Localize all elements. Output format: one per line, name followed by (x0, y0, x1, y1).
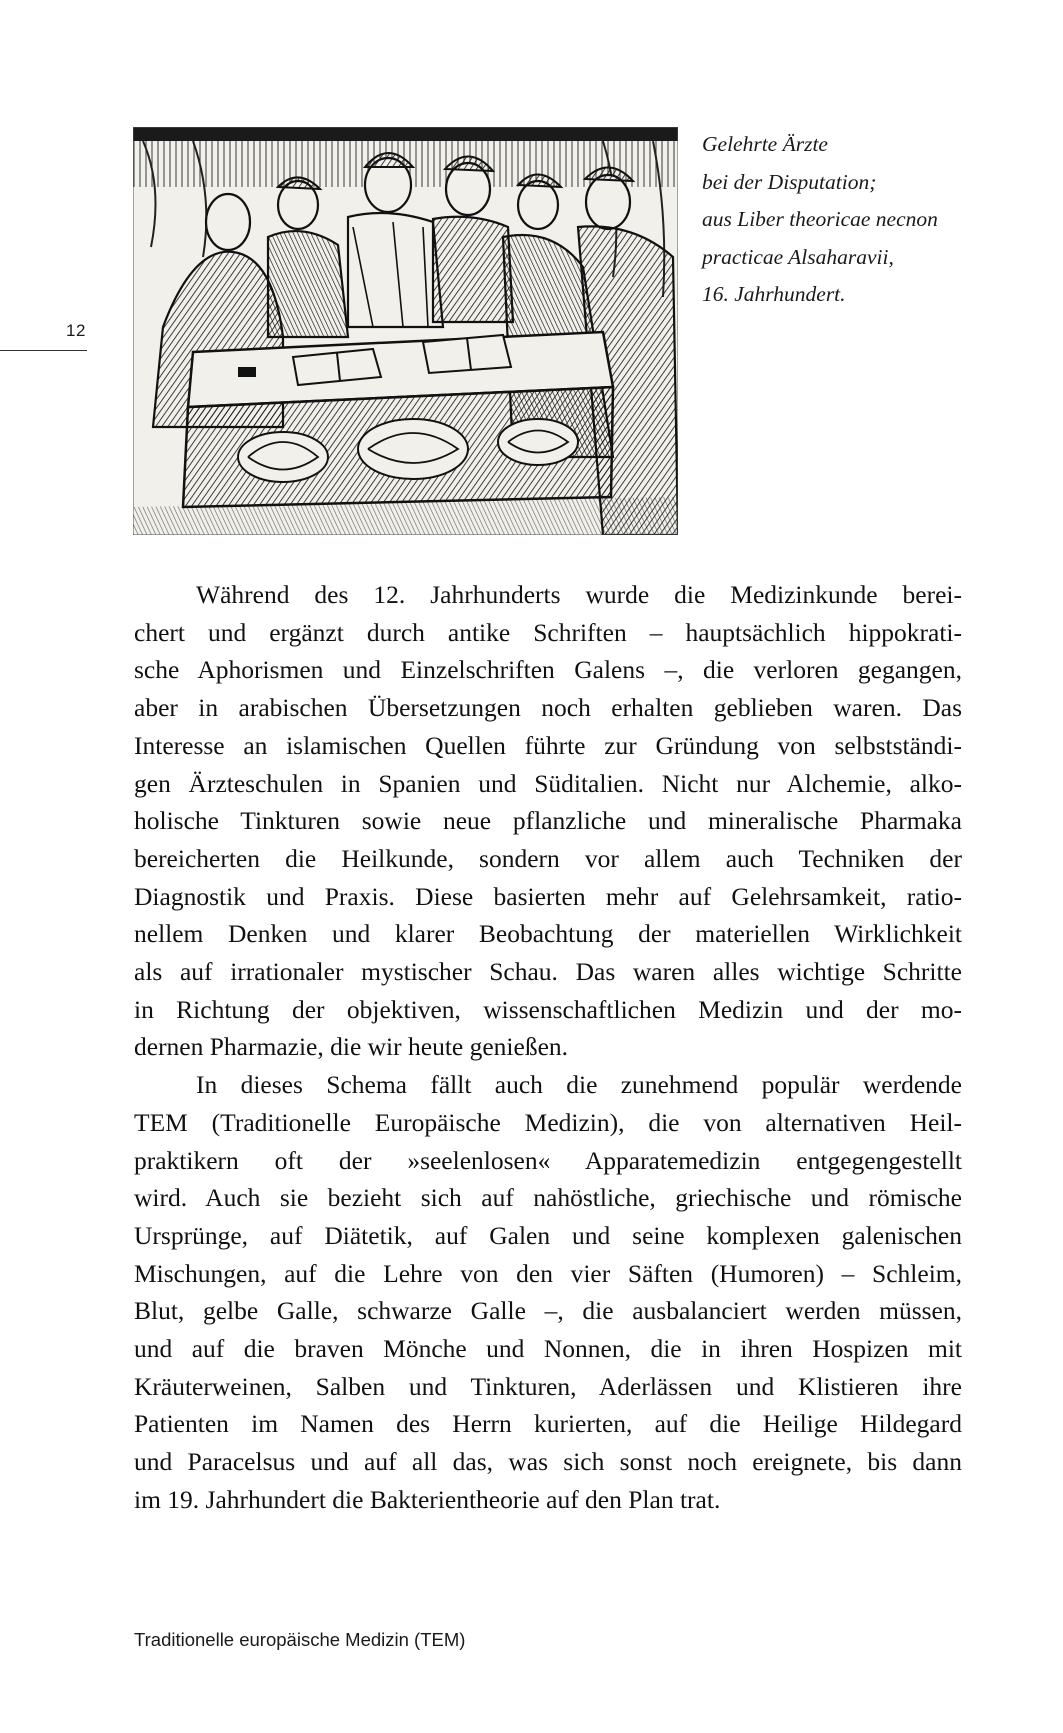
paragraph-1-line: nellem Denken und klarer Beobachtung der materiellen Wirklichkeit (134, 919, 962, 949)
paragraph-2-line: praktikern oft der »seelenlosen« Apparatemedizin entgegengestellt (134, 1145, 962, 1175)
paragraph-1-line: holische Tinkturen sowie neue pflanzliche und mineralische Pharmaka (134, 806, 962, 836)
paragraph-1-line: Während des 12. Jahrhunderts wurde die Medizinkunde berei- (196, 580, 962, 609)
paragraph-1-line: bereicherten die Heilkunde, sondern vor allem auch Techniken der (134, 843, 962, 873)
paragraph-2-line: In dieses Schema fällt auch die zunehmend populär werdende (196, 1070, 962, 1100)
running-footer-title: Traditionelle europäische Medizin (TEM) (134, 1629, 466, 1650)
paragraph-1-line: sche Aphorismen und Einzelschriften Galens –, die verloren gegangen, (134, 655, 962, 685)
caption-line: practicae Alsaharavii, (702, 244, 894, 269)
body-text (134, 576, 962, 1519)
woodcut-illustration (133, 127, 678, 535)
caption-line: Gelehrte Ärzte (702, 132, 828, 156)
paragraph-1-line: Interesse an islamischen Quellen führte zur Gründung von selbstständi- (134, 730, 962, 760)
caption-line: bei der Disputation; (702, 169, 877, 194)
paragraph-1-line: in Richtung der objektiven, wissenschaftlichen Medizin und der mo- (134, 994, 962, 1024)
paragraph-2-line: Blut, gelbe Galle, schwarze Galle –, die ausbalanciert werden müssen, (134, 1296, 962, 1326)
paragraph-1-line: gen Ärzteschulen in Spanien und Süditalien. Nicht nur Alchemie, alko- (134, 768, 962, 798)
paragraph-1-line: chert und ergänzt durch antike Schriften – hauptsächlich hippokrati- (134, 617, 962, 647)
caption-line: 16. Jahrhundert. (702, 282, 846, 306)
paragraph-2-line: Mischungen, auf die Lehre von den vier Säften (Humoren) – Schleim, (134, 1258, 962, 1288)
woodcut-scholars-disputation-image (133, 127, 678, 535)
paragraph-2-line: Ursprünge, auf Diätetik, auf Galen und seine komplexen galenischen (134, 1220, 962, 1250)
paragraph-2-line: und auf die braven Mönche und Nonnen, die in ihren Hospizen mit (134, 1334, 962, 1364)
paragraph-1-line: dernen Pharmazie, die wir heute genießen. (134, 1032, 569, 1062)
caption-line: aus Liber theoricae necnon (702, 207, 938, 231)
figure-caption (702, 126, 1032, 314)
paragraph-1-line: aber in arabischen Übersetzungen noch erhalten geblieben waren. Das (134, 693, 962, 723)
paragraph-1-line: Diagnostik und Praxis. Diese basierten mehr auf Gelehrsamkeit, ratio- (134, 881, 962, 911)
paragraph-2-line: Patienten im Namen des Herrn kurierten, auf die Heilige Hildegard (134, 1409, 962, 1439)
paragraph-2-line: Kräuterweinen, Salben und Tinkturen, Aderlässen und Klistieren ihre (134, 1371, 962, 1401)
paragraph-2-line: wird. Auch sie bezieht sich auf nahöstliche, griechische und römische (134, 1183, 962, 1213)
paragraph-2-line: im 19. Jahrhundert die Bakterientheorie auf den Plan trat. (134, 1484, 721, 1514)
paragraph-2-line: und Paracelsus und auf all das, was sich sonst noch ereignete, bis dann (134, 1447, 962, 1477)
paragraph-2-line: TEM (Traditionelle Europäische Medizin), die von alternativen Heil- (134, 1107, 962, 1137)
page-number: 12 (66, 321, 86, 340)
page-number-rule (0, 350, 87, 351)
paragraph-1-line: als auf irrationaler mystischer Schau. Das waren alles wichtige Schritte (134, 957, 962, 987)
